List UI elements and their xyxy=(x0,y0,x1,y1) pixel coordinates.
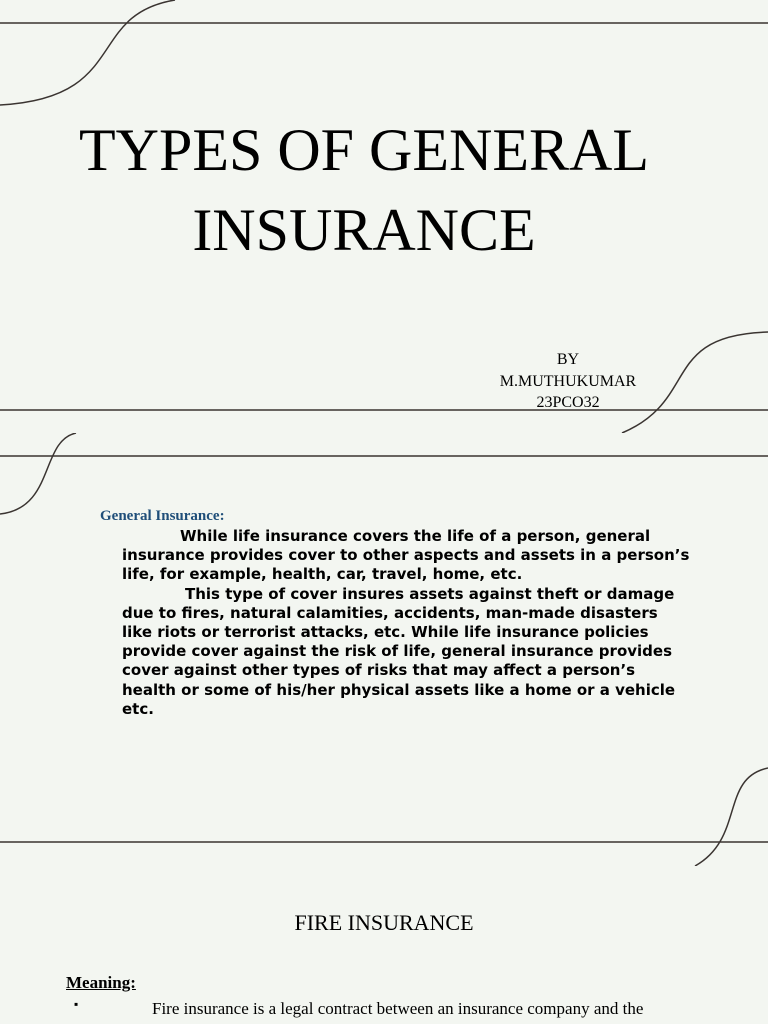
author-block xyxy=(468,349,668,414)
top-left-curve xyxy=(0,0,175,105)
meaning-label: Meaning: xyxy=(66,973,136,992)
top-left-curve xyxy=(0,433,76,514)
slide-general-insurance xyxy=(0,433,768,866)
author-name: M.MUTHUKUMAR xyxy=(499,372,637,390)
paragraph-1: While life insurance covers the life of a person, general insurance provides cover to other aspects and assets in a person’s life, for example, health, car, travel, home, etc. xyxy=(122,527,690,584)
by-label: BY xyxy=(556,351,580,368)
title-line-2: INSURANCE xyxy=(192,197,536,263)
bullet-icon: ▪ xyxy=(74,997,79,1011)
slide-fire-insurance xyxy=(0,866,768,1024)
paragraph-2: This type of cover insures assets against theft or damage due to fires, natural calamities, accidents, man-made disasters like riots or terrorist attacks, etc. While life insurance policies provide cover against the risk of life, general insurance provides cover against other types of risks that may affect a person’s health or some of his/her physical assets like a home or a vehicle etc. xyxy=(122,584,676,718)
meaning-text: Fire insurance is a legal contract between an insurance company and the xyxy=(152,999,644,1018)
title-line-1: TYPES OF GENERAL xyxy=(78,117,650,183)
author-id: 23PCO32 xyxy=(536,394,600,411)
bottom-right-curve xyxy=(695,768,768,866)
body-text xyxy=(122,527,692,719)
section-heading: General Insurance: xyxy=(100,508,225,524)
slide-3-title: FIRE INSURANCE xyxy=(294,910,474,935)
slide-title xyxy=(0,0,768,433)
page-title xyxy=(0,110,728,270)
